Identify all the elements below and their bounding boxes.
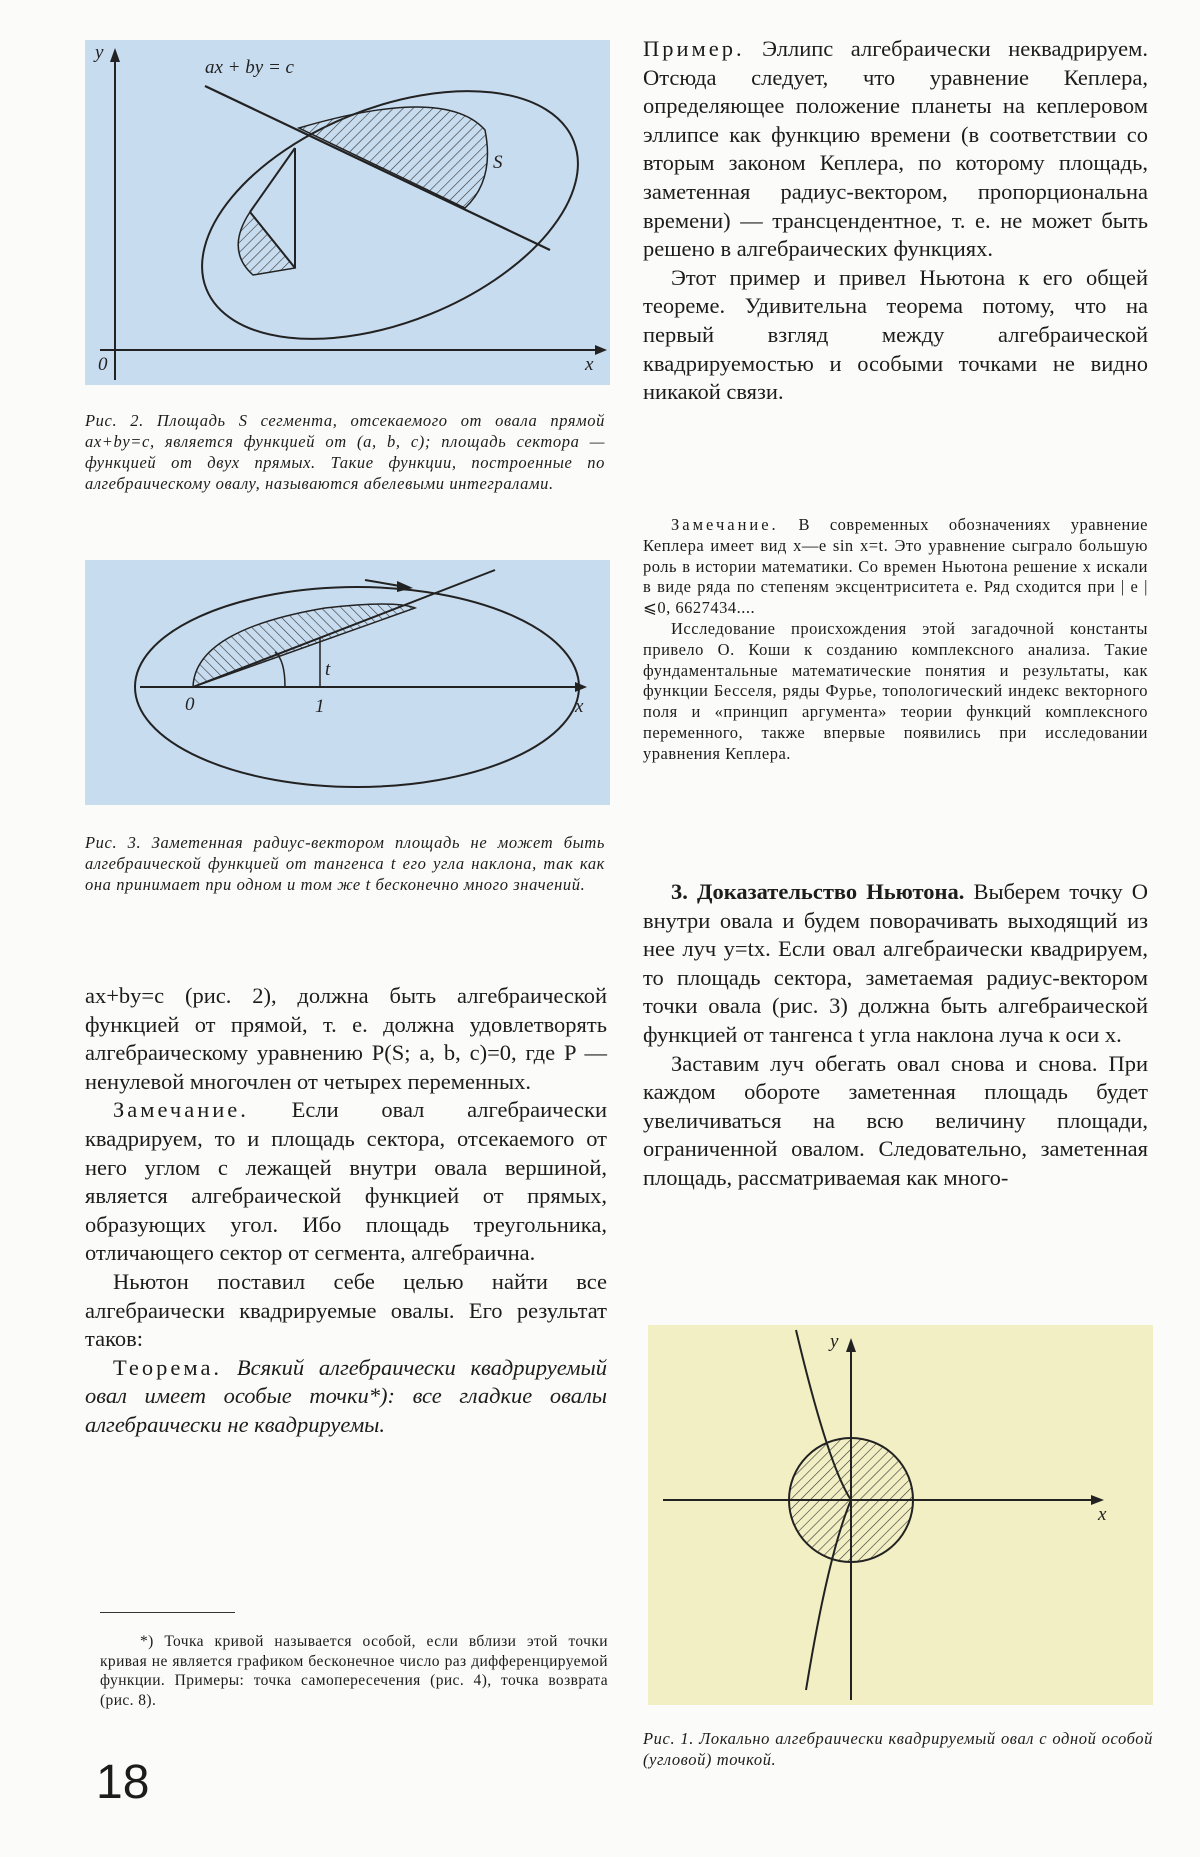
- fig3-x-label: x: [575, 696, 584, 717]
- fig2-origin-label: 0: [98, 354, 108, 375]
- right-note-body: В современных обозначениях уравнение Кеплера имеет вид x—e sin x=t. Это уравнение сыграло большую роль в истории математики. Со времен Ньютона решение x искали в виде ряда по степеням эксцентриситета e. Ряд сходится при | e | ⩽0, 6627434....: [643, 515, 1148, 618]
- fig2-line-label: ax + by = c: [205, 57, 294, 78]
- footnote-rule: [100, 1612, 235, 1613]
- right-column-top: [643, 35, 1148, 407]
- right-p1-body: Эллипс алгебраически неквадрируем. Отсюда следует, что уравнение Кеплера, определяющее положение планеты на кеплеровом эллипсе как функцию времени (в соответствии со вторым законом Кеплера, по которому площадь, заметенная радиус-вектором, пропорциональна времени) — трансцендентное, т. е. не может быть решено в алгебраических функциях.: [643, 36, 1148, 262]
- fig3-origin-label: 0: [185, 694, 195, 715]
- right-p1-head: Пример.: [643, 36, 745, 61]
- left-p2: [85, 1096, 607, 1268]
- left-p4-body: Всякий алгебраически квадрируемый овал имеет особые точки*): все гладкие овалы алгебраически не квадрируемы.: [85, 1354, 607, 1437]
- fig3-caption: Рис. 3. Заметенная радиус-вектором площадь не может быть алгебраической функцией от тангенса t его угла наклона, так как она принимает при одном и том же t бесконечно много значений.: [85, 833, 605, 894]
- right-note: [643, 515, 1148, 765]
- left-p3: Ньютон поставил себе целью найти все алгебраически квадрируемые овалы. Его результат таков:: [85, 1268, 607, 1352]
- figure-2: [85, 40, 610, 385]
- figure-1: [648, 1325, 1153, 1705]
- figure-3: [85, 560, 610, 805]
- right-note-p1: [643, 515, 1148, 619]
- fig1-caption: Рис. 1. Локально алгебраически квадрируемый овал с одной особой (угловой) точкой.: [643, 1729, 1153, 1769]
- fig1-x-label: x: [1098, 1504, 1107, 1525]
- fig1-y-label: y: [830, 1331, 839, 1352]
- section-p1: [643, 878, 1148, 1050]
- right-column-section: [643, 878, 1148, 1193]
- left-p1: ax+by=c (рис. 2), должна быть алгебраической функцией от прямой, т. е. должна удовлетворять алгебраическому уравнению P(S; a, b, c)=0, где P — ненулевой многочлен от четырех переменных.: [85, 983, 607, 1094]
- footnote: *) Точка кривой называется особой, если вблизи этой точки кривая не является графиком бесконечное число раз дифференцируемой функции. Примеры: точка самопересечения (рис. 4), точка возврата (рис. 8).: [100, 1633, 608, 1709]
- fig2-area-label: S: [493, 152, 503, 173]
- left-p2-head: Замечание.: [113, 1097, 249, 1123]
- right-note-head: Замечание.: [671, 515, 779, 534]
- section-p2: Заставим луч обегать овал снова и снова. При каждом обороте заметенная площадь будет увеличиваться на всю величину площади, ограниченной овалом. Следовательно, заметенная площадь, рассматриваемая как много-: [643, 1050, 1148, 1190]
- fig3-one-label: 1: [315, 696, 325, 717]
- section-head: 3. Доказательство Ньютона.: [671, 879, 965, 904]
- fig2-x-label: x: [585, 354, 594, 375]
- fig3-background: [85, 560, 610, 805]
- fig2-caption: Рис. 2. Площадь S сегмента, отсекаемого от овала прямой ax+by=c, является функцией от (a, b, c); площадь сектора — функцией от двух прямых. Такие функции, построенные по алгебраическому овалу, называются абелевыми интегралами.: [85, 411, 605, 493]
- right-p2: Этот пример и привел Ньютона к его общей теореме. Удивительна теорема потому, что на первый взгляд между алгебраической квадрируемостью и особыми точками не видно никакой связи.: [643, 264, 1148, 405]
- fig3-t-label: t: [325, 659, 331, 680]
- left-p4-head: Теорема.: [113, 1354, 223, 1380]
- left-p2-body: Если овал алгебраически квадрируем, то и площадь сектора, отсекаемого от него углом с лежащей внутри овала вершиной, является алгебраической функцией от прямых, образующих угол. Ибо площадь треугольника, отличающего сектор от сегмента, алгебраична.: [85, 1097, 607, 1266]
- fig2-background: [85, 40, 610, 385]
- page-number: 18: [96, 1756, 150, 1809]
- right-p1: [643, 35, 1148, 264]
- left-p4: [85, 1354, 607, 1440]
- section-p1-body: Выберем точку O внутри овала и будем поворачивать выходящий из нее луч y=tx. Если овал алгебраически квадрируем, то площадь сектора, заметаемая радиус-вектором точки овала (рис. 3) должна быть алгебраической функцией от тангенса t угла наклона луча к оси x.: [643, 879, 1148, 1047]
- fig2-y-label: y: [95, 42, 104, 63]
- right-note-p2: Исследование происхождения этой загадочной константы привело О. Коши к созданию комплексного анализа. Такие фундаментальные математические понятия и результаты, как функции Бесселя, ряды Фурье, топологический индекс векторного поля и «принцип аргумента» теории функций комплексного переменного, также впервые появились при исследовании уравнения Кеплера.: [643, 618, 1148, 763]
- left-column: [85, 982, 607, 1440]
